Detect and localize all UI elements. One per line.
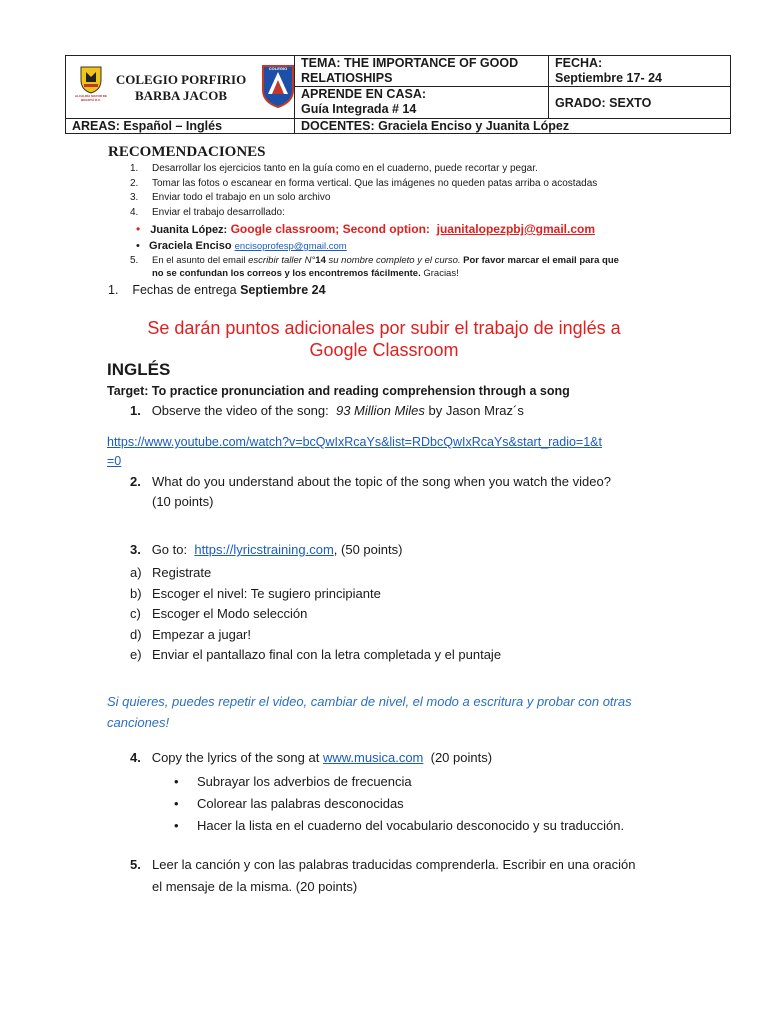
rec-num-1: 1. — [130, 163, 139, 174]
school-crest-text: COLEGIO — [268, 66, 288, 71]
question-4 — [130, 750, 492, 765]
juanita-google-classroom: Google classroom; Second option: — [230, 222, 430, 236]
step-e-text: Enviar el pantallazo final con la letra completada y el puntaje — [152, 647, 502, 662]
juanita-line — [136, 221, 595, 238]
step-c-letter: c) — [130, 606, 141, 621]
school-name-line1: COLEGIO PORFIRIO — [115, 72, 247, 87]
question-5 — [130, 854, 636, 894]
graciela-line — [136, 239, 347, 254]
rec-item-4: Enviar el trabajo desarrollado: — [152, 207, 285, 218]
bullet-item-1 — [174, 771, 412, 793]
juanita-name: Juanita López: — [150, 224, 228, 236]
youtube-link-line2[interactable]: =0 — [107, 454, 122, 468]
q2-line2: (10 points) — [152, 494, 214, 509]
q1-num: 1. — [130, 403, 141, 418]
guia-label: Guía Integrada # 14 — [301, 102, 417, 116]
graciela-email-link[interactable]: encisoprofesp@gmail.com — [234, 241, 347, 252]
step-e-letter: e) — [130, 647, 142, 662]
fechas-line — [108, 283, 326, 297]
step-c-text: Escoger el Modo selección — [152, 606, 308, 621]
fecha-cell — [549, 56, 731, 87]
bullet-item-3 — [174, 815, 625, 837]
steps-list — [130, 563, 502, 666]
rec-num-5: 5. — [130, 255, 139, 266]
musica-link[interactable]: www.musica.com — [322, 750, 424, 765]
bogota-shield-icon — [76, 64, 106, 94]
q3-num: 3. — [130, 542, 141, 557]
bullet-icon: • — [174, 818, 179, 833]
bullet-icon: • — [136, 240, 140, 252]
lyricstraining-link[interactable]: https://lyricstraining.com — [194, 542, 334, 557]
step-a-text: Registrate — [152, 565, 212, 580]
school-name-line2: BARBA JACOB — [134, 88, 228, 103]
q4-text: Copy the lyrics of the song at — [151, 750, 320, 765]
item5-text-e: Por favor marcar el email para que — [463, 255, 619, 266]
step-b-text: Escoger el nivel: Te sugiero principiante — [152, 585, 381, 601]
q2-num: 2. — [130, 474, 141, 489]
step-a — [130, 563, 212, 584]
aprende-label: APRENDE EN CASA: — [301, 87, 427, 101]
item5-text-a: En el asunto del email — [152, 255, 246, 266]
q1-song-title: 93 Million Miles — [335, 403, 425, 418]
fechas-value: Septiembre 24 — [240, 283, 326, 297]
tip-line2: canciones! — [107, 715, 170, 730]
recomendaciones-title: RECOMENDACIONES — [108, 144, 266, 160]
rec-item-1: Desarrollar los ejercicios tanto en la guía como en el cuaderno, puede recortar y pegar. — [152, 163, 538, 174]
bullet-text-1: Subrayar los adverbios de frecuencia — [197, 774, 412, 789]
step-d-text: Empezar a jugar! — [152, 626, 251, 642]
bogota-logo-text: ALCALDÍA MAYOR DE BOGOTÁ D.C. — [75, 94, 107, 102]
step-a-letter: a) — [130, 565, 142, 580]
bogota-logo — [76, 64, 106, 112]
aprende-cell — [295, 87, 549, 119]
rec-num-2: 2. — [130, 178, 139, 189]
banner-line2: Google Classroom — [309, 340, 459, 360]
q5-line1: Leer la canción y con las palabras traducidas comprenderla. Escribir en una oración — [152, 857, 636, 872]
bullet-item-2 — [174, 793, 404, 815]
ingles-title: INGLÉS — [107, 360, 171, 379]
q2-line1: What do you understand about the topic of the song when you watch the video? — [152, 474, 611, 489]
header-table — [65, 55, 731, 134]
q3-points: , (50 points) — [333, 542, 403, 557]
rec-item-5 — [152, 254, 672, 280]
question-2 — [130, 472, 611, 509]
step-d-letter: d) — [130, 626, 142, 642]
fecha-value: Septiembre 17- 24 — [555, 71, 662, 85]
q1-artist: by Jason Mraz´s — [428, 403, 524, 418]
bullet-icon: • — [174, 796, 179, 811]
youtube-link[interactable] — [107, 433, 602, 471]
rec-num-4: 4. — [130, 207, 139, 218]
q4-points: (20 points) — [430, 750, 493, 765]
banner-line1: Se darán puntos adicionales por subir el trabajo de inglés a — [147, 318, 621, 338]
q1-text: Observe the video of the song: — [151, 403, 329, 418]
rec-item-2: Tomar las fotos o escanear en forma vertical. Que las imágenes no queden patas arriba o acostadas — [152, 178, 598, 189]
areas-cell: AREAS: Español – Inglés — [66, 119, 295, 134]
grado-cell: GRADO: SEXTO — [549, 87, 731, 119]
red-bullet-icon: • — [136, 222, 141, 236]
q5-num: 5. — [130, 857, 141, 872]
step-c — [130, 604, 308, 625]
item5-text-d: su nombre completo y el curso. — [328, 255, 461, 266]
tip-line1: Si quieres, puedes repetir el video, cambiar de nivel, el modo a escritura y probar con otras — [107, 694, 632, 709]
youtube-link-line1[interactable]: https://www.youtube.com/watch?v=bcQwIxRcaYs&list=RDbcQwIxRcaYs&start_radio=1&t — [107, 435, 602, 449]
school-crest — [261, 62, 295, 108]
step-b-letter: b) — [130, 585, 142, 601]
school-cell — [66, 56, 295, 119]
docentes-cell: DOCENTES: Graciela Enciso y Juanita López — [295, 119, 731, 134]
bonus-banner — [60, 317, 708, 361]
fecha-label: FECHA: — [555, 56, 603, 70]
item5-text-g: Gracias! — [423, 268, 459, 279]
graciela-name: Graciela Enciso — [149, 240, 232, 252]
bullet-text-2: Colorear las palabras desconocidas — [197, 796, 404, 811]
q4-num: 4. — [130, 750, 141, 765]
tip-text — [107, 691, 632, 733]
bullet-text-3: Hacer la lista en el cuaderno del vocabulario desconocido y su traducción. — [197, 818, 625, 833]
fechas-label: Fechas de entrega — [132, 283, 237, 297]
item5-text-f: no se confundan los correos y los encontremos fácilmente. — [152, 268, 421, 279]
bullet-icon: • — [174, 774, 179, 789]
juanita-email-link[interactable]: juanitalopezpbj@gmail.com — [436, 222, 595, 236]
step-e — [130, 645, 502, 666]
question-3 — [130, 542, 402, 557]
item5-text-b: escribir taller N° — [248, 255, 316, 266]
question-1 — [130, 403, 524, 418]
item5-text-c: 14 — [315, 255, 326, 266]
step-b — [130, 584, 381, 605]
q5-line2: el mensaje de la misma. (20 points) — [152, 879, 358, 894]
q3-text: Go to: — [151, 542, 188, 557]
rec-item-3: Enviar todo el trabajo en un solo archivo — [152, 192, 331, 203]
step-d — [130, 625, 251, 646]
tema-cell: TEMA: THE IMPORTANCE OF GOOD RELATIOSHIPS — [295, 56, 549, 87]
target-line: Target: To practice pronunciation and reading comprehension through a song — [107, 384, 570, 398]
fechas-num: 1. — [108, 283, 119, 297]
q4-bullets — [174, 771, 625, 837]
rec-num-3: 3. — [130, 192, 139, 203]
